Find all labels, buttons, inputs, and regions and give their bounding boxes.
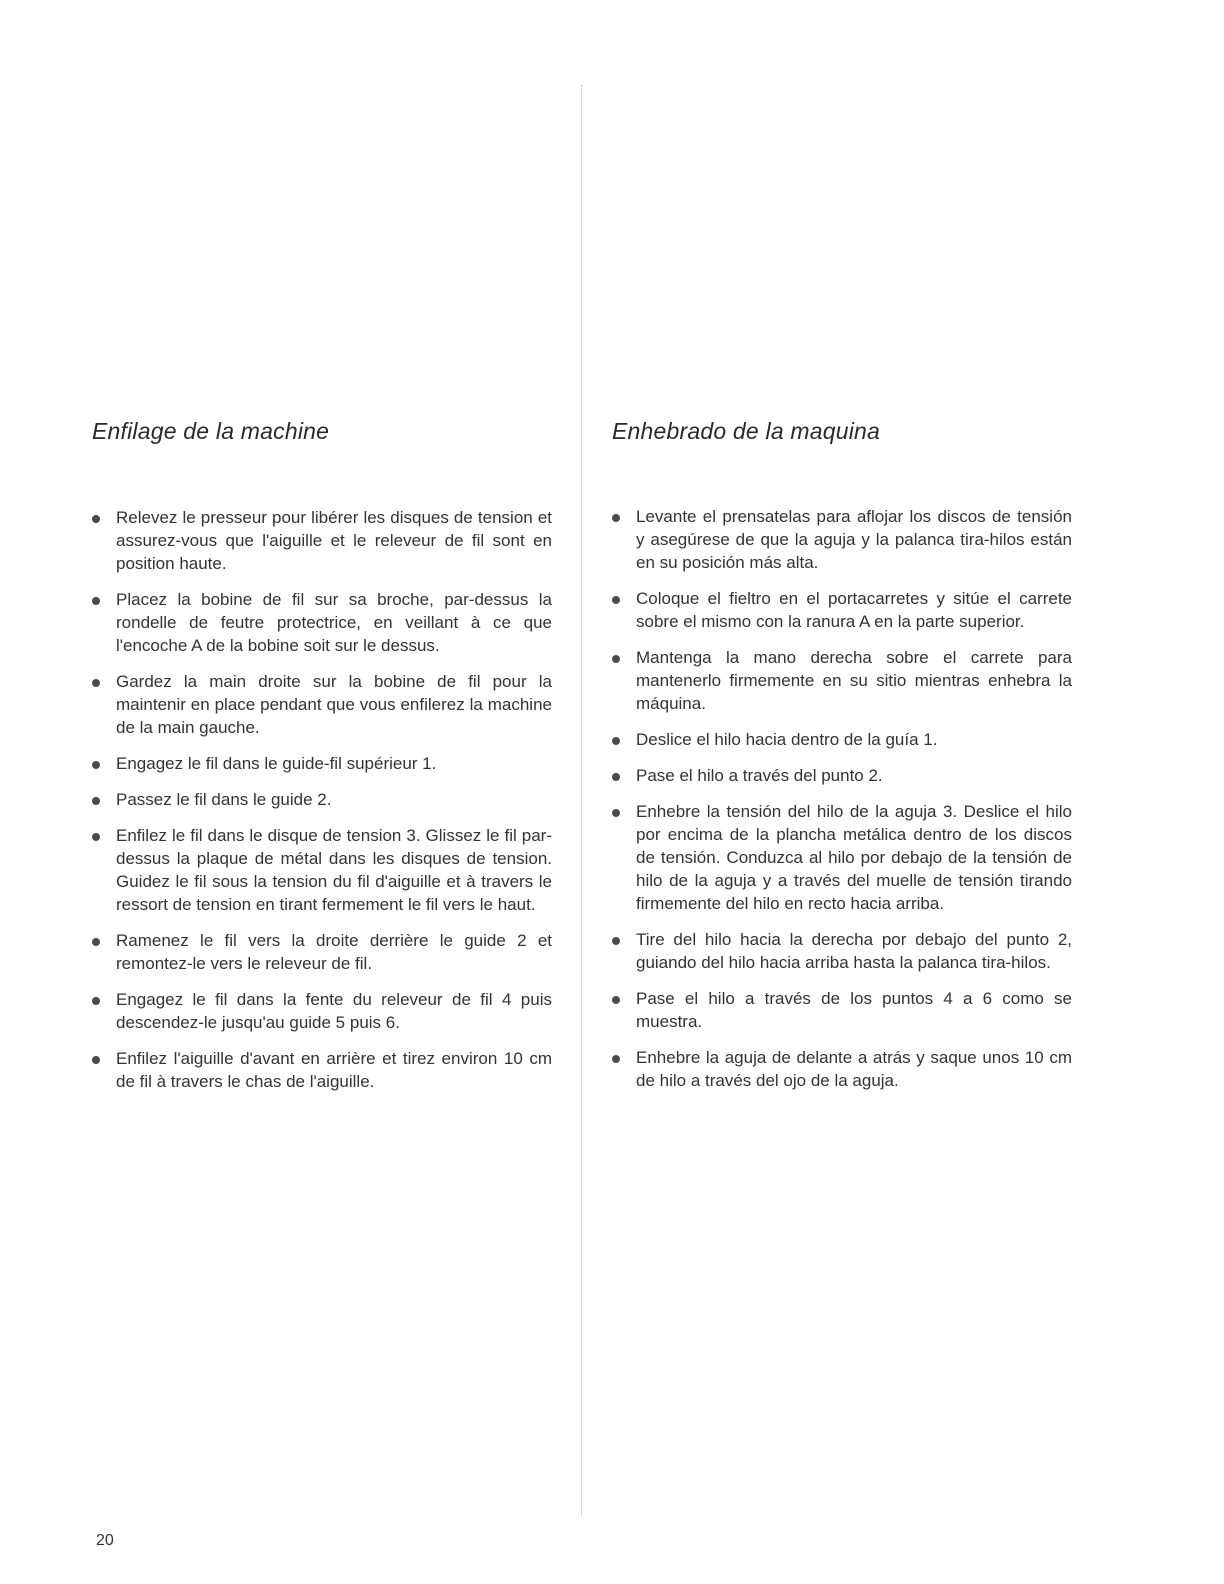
step-text: Gardez la main droite sur la bobine de fil pour la maintenir en place pendant que vous enfilerez la machine de la main gauche. — [116, 672, 552, 737]
step-text: Ramenez le fil vers la droite derrière le guide 2 et remontez-le vers le releveur de fil. — [116, 931, 552, 973]
step-text: Engagez le fil dans la fente du releveur de fil 4 puis descendez-le jusqu'au guide 5 puis 6. — [116, 990, 552, 1032]
bullet-icon — [612, 937, 620, 945]
step-text: Engagez le fil dans le guide-fil supérieur 1. — [116, 754, 437, 773]
french-steps — [92, 506, 552, 1106]
list-item — [612, 587, 1072, 633]
list-item — [92, 824, 552, 916]
bullet-icon — [612, 1055, 620, 1063]
page-number: 20 — [96, 1532, 114, 1549]
step-text: Enfilez le fil dans le disque de tension 3. Glissez le fil par-dessus la plaque de métal dans les disques de tension. Guidez le fil sous la tension du fil d'aiguille et à travers le ressort de tension en tirant fermement le fil vers le haut. — [116, 826, 552, 914]
list-item — [92, 929, 552, 975]
bullet-icon — [92, 997, 100, 1005]
list-item — [612, 728, 1072, 751]
bullet-icon — [92, 833, 100, 841]
list-item — [92, 670, 552, 739]
step-text: Relevez le presseur pour libérer les disques de tension et assurez-vous que l'aiguille et le releveur de fil sont en position haute. — [116, 508, 552, 573]
step-text: Placez la bobine de fil sur sa broche, par-dessus la rondelle de feutre protectrice, en veillant à ce que l'encoche A de la bobine soit sur le dessus. — [116, 590, 552, 655]
french-title: Enfilage de la machine — [92, 418, 330, 444]
spanish-title: Enhebrado de la maquina — [612, 418, 881, 444]
step-text: Coloque el fieltro en el portacarretes y sitúe el carrete sobre el mismo con la ranura A en la parte superior. — [636, 589, 1072, 631]
bullet-icon — [92, 597, 100, 605]
bullet-icon — [612, 773, 620, 781]
bullet-icon — [612, 596, 620, 604]
step-text: Enhebre la aguja de delante a atrás y saque unos 10 cm de hilo a través del ojo de la aguja. — [636, 1048, 1072, 1090]
spanish-steps — [612, 505, 1072, 1105]
step-text: Levante el prensatelas para aflojar los discos de tensión y asegúrese de que la aguja y la palanca tira-hilos están en su posición más alta. — [636, 507, 1072, 572]
step-text: Mantenga la mano derecha sobre el carrete para mantenerlo firmemente en su sitio mientras enhebra la máquina. — [636, 648, 1072, 713]
step-text: Pase el hilo a través del punto 2. — [636, 766, 883, 785]
bullet-icon — [92, 761, 100, 769]
list-item — [92, 506, 552, 575]
list-item — [92, 988, 552, 1034]
bullet-icon — [612, 996, 620, 1004]
bullet-icon — [612, 514, 620, 522]
bullet-icon — [612, 809, 620, 817]
bullet-icon — [92, 797, 100, 805]
list-item — [612, 987, 1072, 1033]
step-text: Enhebre la tensión del hilo de la aguja 3. Deslice el hilo por encima de la plancha metálica dentro de los discos de tensión. Conduzca al hilo por debajo de la tensión de hilo de la aguja y a través del muelle de tensión tirando firmemente del hilo en recto hacia arriba. — [636, 802, 1072, 913]
bullet-icon — [92, 679, 100, 687]
bullet-icon — [612, 737, 620, 745]
list-item — [92, 1047, 552, 1093]
bullet-icon — [92, 938, 100, 946]
list-item — [92, 752, 552, 775]
list-item — [92, 588, 552, 657]
list-item — [612, 1046, 1072, 1092]
list-item — [612, 505, 1072, 574]
bullet-icon — [92, 1056, 100, 1064]
list-item — [612, 764, 1072, 787]
list-item — [612, 646, 1072, 715]
step-text: Passez le fil dans le guide 2. — [116, 790, 332, 809]
column-divider — [581, 85, 582, 1515]
list-item — [612, 800, 1072, 915]
list-item — [612, 928, 1072, 974]
bullet-icon — [612, 655, 620, 663]
bullet-icon — [92, 515, 100, 523]
step-text: Enfilez l'aiguille d'avant en arrière et tirez environ 10 cm de fil à travers le chas de l'aiguille. — [116, 1049, 552, 1091]
list-item — [92, 788, 552, 811]
step-text: Deslice el hilo hacia dentro de la guía 1. — [636, 730, 938, 749]
step-text: Tire del hilo hacia la derecha por debajo del punto 2, guiando del hilo hacia arriba hasta la palanca tira-hilos. — [636, 930, 1072, 972]
step-text: Pase el hilo a través de los puntos 4 a 6 como se muestra. — [636, 989, 1072, 1031]
